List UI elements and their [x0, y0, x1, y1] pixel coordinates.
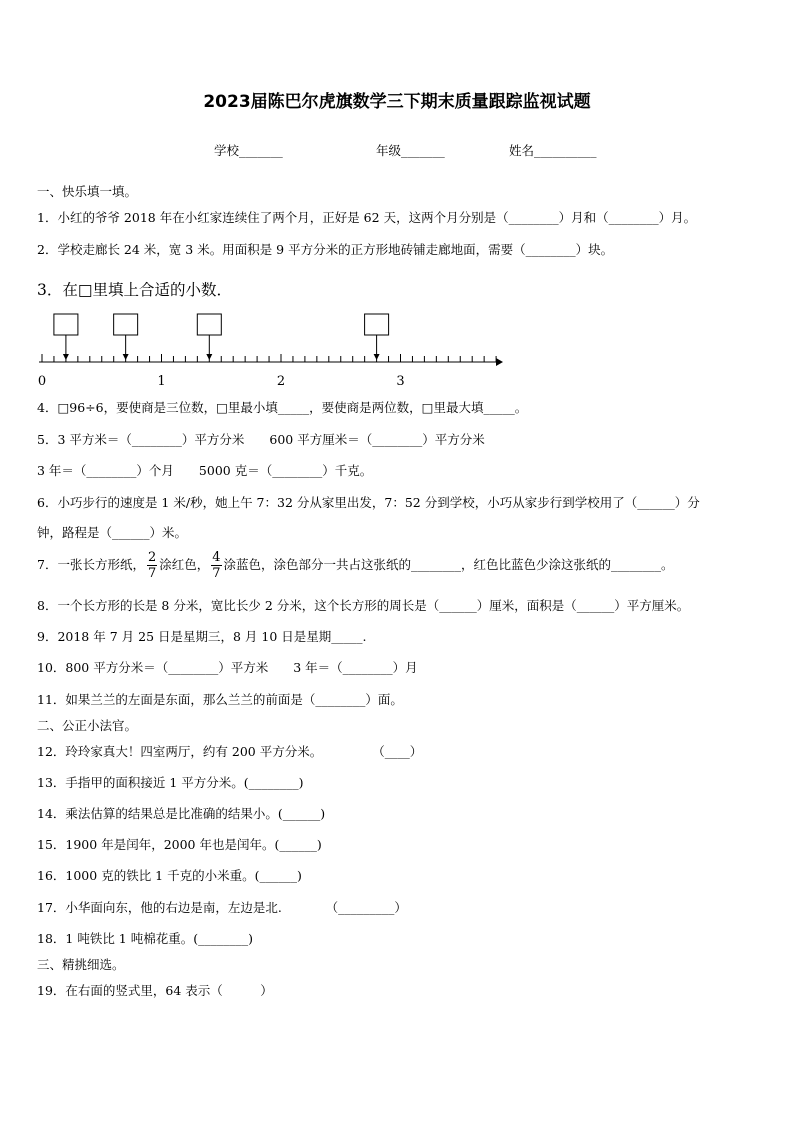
- question-18: 18．1 吨铁比 1 吨棉花重。(________): [37, 931, 253, 946]
- number-line-labels: [38, 374, 405, 389]
- pointer-arrowhead: [123, 354, 129, 360]
- question-2: 2．学校走廊长 24 米，宽 3 米。用面积是 9 平方分米的正方形地砖铺走廊地面，需要（________）块。: [37, 242, 614, 257]
- answer-box-pointer: [365, 314, 389, 360]
- number-line-ticks: [42, 354, 496, 362]
- fraction-denominator: 7: [147, 566, 157, 581]
- question-14: 14．乘法估算的结果总是比准确的结果小。(______): [37, 806, 326, 821]
- answer-box: [197, 314, 221, 335]
- question-9: 9．2018 年 7 月 25 日是星期三，8 月 10 日是星期_____.: [37, 629, 367, 644]
- number-line-boxes: [54, 314, 389, 360]
- answer-box-pointer: [54, 314, 78, 360]
- question-7-prefix: 7．一张长方形纸，: [37, 557, 145, 572]
- question-19: 19．在右面的竖式里，64 表示（ ）: [37, 983, 273, 998]
- question-12: 12．玲玲家真大！四室两厅，约有 200 平方分米。 （____）: [37, 744, 423, 759]
- number-line-figure: [30, 308, 510, 390]
- answer-box: [114, 314, 138, 335]
- fraction-numerator: 2: [147, 550, 157, 565]
- question-6-line-2: 钟，路程是（______）米。: [37, 525, 188, 540]
- page-title: 2023届陈巴尔虎旗数学三下期末质量跟踪监视试题: [203, 92, 591, 112]
- answer-box: [54, 314, 78, 335]
- question-7: [37, 550, 674, 581]
- question-11: 11．如果兰兰的左面是东面，那么兰兰的前面是（________）面。: [37, 692, 403, 707]
- question-8: 8．一个长方形的长是 8 分米，宽比长少 2 分米，这个长方形的周长是（______）厘米，面积是（______）平方厘米。: [37, 598, 690, 613]
- question-16: 16．1000 克的铁比 1 千克的小米重。(______): [37, 868, 302, 883]
- tick-label: 2: [276, 374, 286, 389]
- question-6-line-1: 6．小巧步行的速度是 1 米/秒，她上午 7：32 分从家里出发，7：52 分到学校，小巧从家步行到学校用了（______）分: [37, 495, 700, 510]
- answer-box-pointer: [114, 314, 138, 360]
- question-5-line-2: 3 年＝（________）个月 5000 克＝（________）千克。: [37, 463, 373, 478]
- section-heading-choose: 三、精挑细选。: [37, 957, 125, 972]
- answer-box-pointer: [197, 314, 221, 360]
- tick-label: 3: [396, 374, 405, 389]
- name-field: 姓名__________: [509, 143, 597, 158]
- pointer-arrowhead: [374, 354, 380, 360]
- question-7-suffix: 涂蓝色，涂色部分一共占这张纸的________，红色比蓝色少涂这张纸的________。: [223, 557, 674, 572]
- grade-field: 年级_______: [376, 143, 445, 158]
- question-15: 15．1900 年是闰年，2000 年也是闰年。(______): [37, 837, 322, 852]
- pointer-arrowhead: [63, 354, 69, 360]
- question-3: 3．在□里填上合适的小数．: [37, 281, 233, 299]
- tick-label: 1: [157, 374, 166, 389]
- question-10: 10．800 平方分米＝（________）平方米 3 年＝（________）月: [37, 660, 418, 675]
- question-5-line-1: 5．3 平方米＝（________）平方分米 600 平方厘米＝（________）平方分米: [37, 432, 485, 447]
- fraction-two-sevenths: [147, 550, 157, 581]
- pointer-arrowhead: [206, 354, 212, 360]
- school-field: 学校_______: [214, 143, 283, 158]
- fraction-four-sevenths: [211, 550, 221, 581]
- section-heading-fill: 一、快乐填一填。: [37, 184, 138, 199]
- question-1: 1．小红的爷爷 2018 年在小红家连续住了两个月，正好是 62 天，这两个月分别是（________）月和（________）月。: [37, 210, 697, 225]
- question-4: 4．□96÷6，要使商是三位数，□里最小填_____，要使商是两位数，□里最大填_____。: [37, 400, 528, 415]
- answer-box: [365, 314, 389, 335]
- number-line-arrowhead: [496, 358, 503, 366]
- question-17: 17．小华面向东，他的右边是南，左边是北. （_________）: [37, 900, 407, 915]
- tick-label: 0: [37, 374, 47, 389]
- fraction-denominator: 7: [212, 566, 221, 581]
- fraction-numerator: 4: [212, 550, 221, 565]
- question-7-middle: 涂红色，: [159, 557, 210, 572]
- question-13: 13．手指甲的面积接近 1 平方分米。(________): [37, 775, 304, 790]
- section-heading-judge: 二、公正小法官。: [37, 718, 138, 733]
